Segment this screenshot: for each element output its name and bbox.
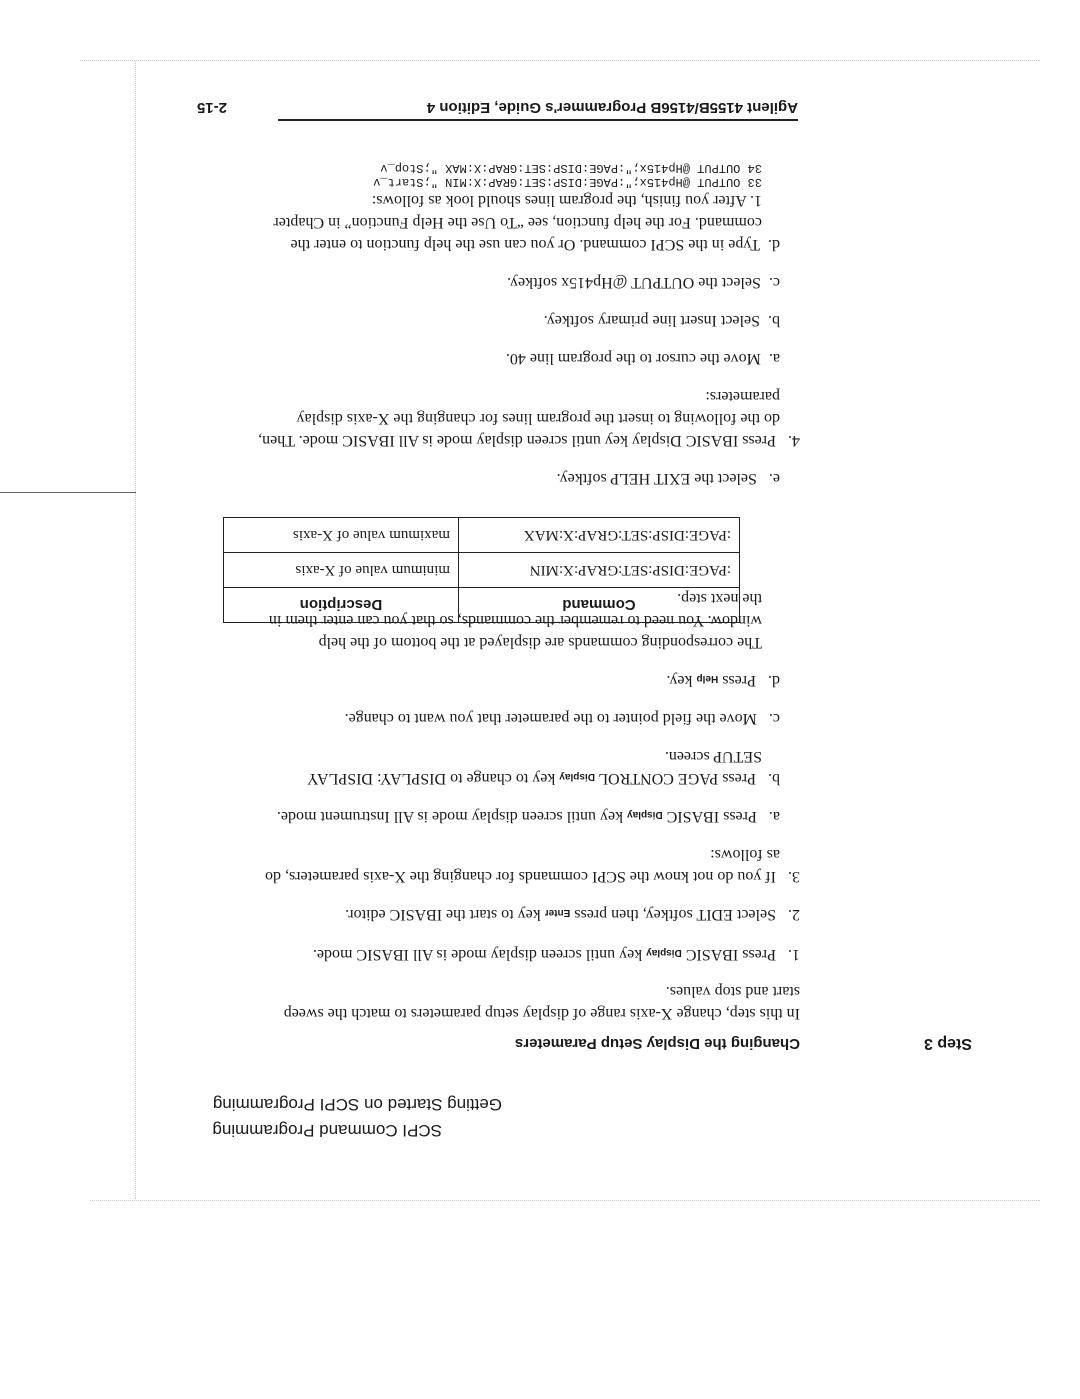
item-1: 1. Press IBASIC Display key until screen display mode is All IBASIC mode.: [312, 946, 800, 963]
running-title: Agilent 4155B/4156B Programmer's Guide, Edition 4: [426, 99, 798, 116]
help-note-line-3: the next step.: [677, 590, 762, 607]
display-key: Display: [627, 809, 663, 820]
item-3: 3. If you do not know the SCPI commands for changing the X-axis parameters, do: [264, 868, 800, 885]
item-4-line-2: do the following to insert the program lines for changing the X-axis display: [296, 410, 780, 427]
help-note-line-2: window. You need to remember the commands, so that you can enter them in: [268, 612, 762, 629]
command-table: [223, 517, 740, 623]
step-label: Step 3: [923, 1035, 972, 1052]
item-2: 2. Select EDIT softkey, then press Enter key to start the IBASIC editor.: [345, 906, 800, 923]
step-title: Changing the Display Setup Parameters: [514, 1035, 800, 1052]
item-number: 4.: [788, 432, 800, 449]
help-note-line-1: The corresponding commands are displayed at the bottom of the help: [318, 634, 762, 651]
table-header-row: [224, 588, 740, 623]
table-row: [224, 518, 740, 553]
display-key: Display: [559, 771, 595, 782]
item-3e: e. Select the EXIT HELP softkey.: [556, 470, 780, 487]
item-3-line-2: as follows:: [710, 846, 780, 863]
item-4d: d. Type in the SCPI command. Or you can use the help function to enter the: [290, 236, 780, 253]
enter-key: Enter: [544, 907, 571, 918]
item-4-line-3: parameters:: [705, 388, 780, 405]
scan-edge-line: [0, 492, 136, 493]
table-cell-command: :PAGE:DISP:SET:GRAP:X:MIN: [459, 553, 740, 588]
code-line-33: 33 OUTPUT @Hp415x;":PAGE:DISP:SET:GRAP:X:MIN ";Start_v: [373, 175, 762, 189]
item-4b: b. Select Insert line primary softkey.: [543, 312, 780, 329]
step-intro-line-1: In this step, change X-axis range of display setup parameters to match the sweep: [283, 1005, 800, 1022]
item-number: 1.: [788, 946, 800, 963]
table-header-command: Command: [459, 588, 740, 623]
table-row: [224, 553, 740, 588]
footer-rule: [278, 119, 798, 121]
item-3b: b. Press PAGE CONTROL Display key to change to DISPLAY: DISPLAY: [306, 770, 780, 787]
item-number: 2.: [788, 906, 800, 923]
item-4d-line-2: command. For the help function, see “To Use the Help Function” in Chapter: [273, 214, 762, 231]
item-3a: a. Press IBASIC Display key until screen display mode is All Instrument mode.: [276, 808, 780, 825]
item-3c: c. Move the field pointer to the parameter that you want to change.: [344, 710, 780, 727]
scan-border-right: [135, 61, 136, 1199]
item-4a: a. Move the cursor to the program line 40.: [505, 350, 780, 367]
table-header-description: Description: [224, 588, 459, 623]
chapter-title: SCPI Command Programming: [212, 1121, 442, 1140]
item-3b-line-2: SETUP screen.: [664, 748, 762, 765]
scan-border-top: [90, 1200, 1040, 1201]
scan-border-bottom: [80, 60, 1040, 61]
help-key: Help: [696, 673, 719, 684]
step-intro-line-2: start and stop values.: [665, 983, 800, 1000]
item-4c: c. Select the OUTPUT @Hp415x softkey.: [507, 274, 780, 291]
table-cell-description: minimum value of X-axis: [224, 553, 459, 588]
table-cell-command: :PAGE:DISP:SET:GRAP:X:MAX: [459, 518, 740, 553]
item-number: 3.: [788, 868, 800, 885]
item-4d-line-3: 1. After you finish, the program lines should look as follows:: [371, 192, 762, 209]
display-key: Display: [646, 947, 682, 958]
code-line-34: 34 OUTPUT @Hp415x;":PAGE:DISP:SET:GRAP:X:MAX ";Stop_v: [380, 161, 762, 175]
table-cell-description: maximum value of X-axis: [224, 518, 459, 553]
item-4: 4. Press IBASIC Display key until screen display mode is All IBASIC mode. Then,: [258, 432, 800, 449]
item-3d: d. Press Help key.: [666, 672, 780, 689]
page-number: 2-15: [196, 99, 227, 116]
chapter-subtitle: Getting Started on SCPI Programming: [212, 1095, 502, 1114]
